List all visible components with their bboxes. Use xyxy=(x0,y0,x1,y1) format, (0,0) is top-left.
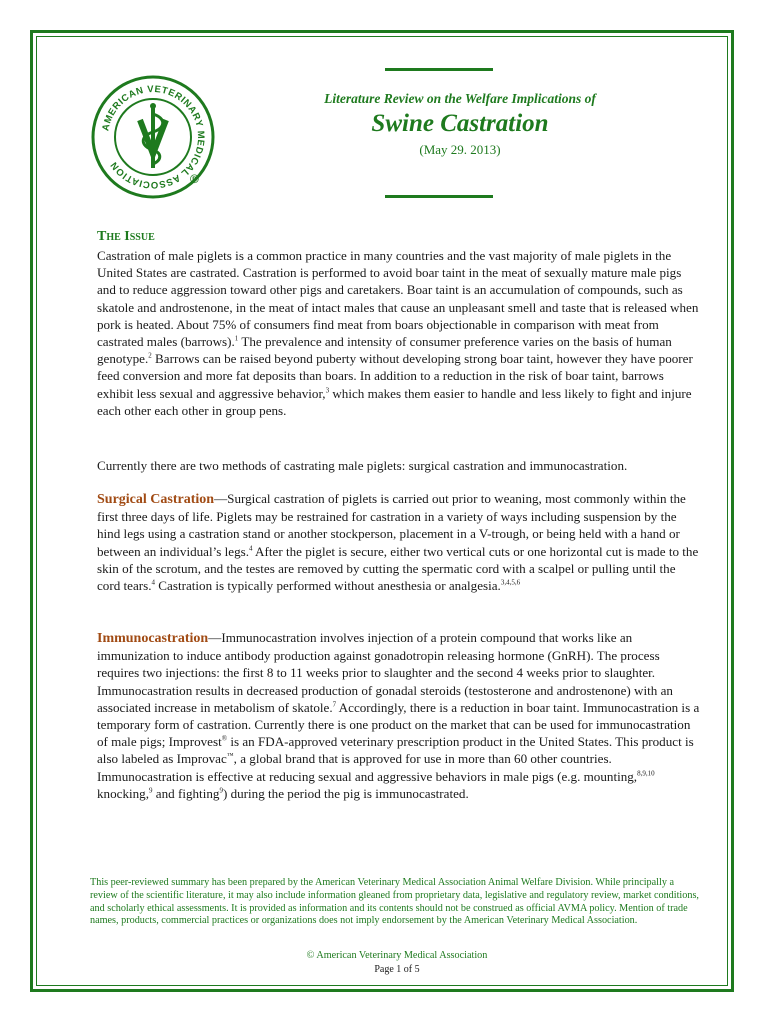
subheading-immunocastration: Immunocastration xyxy=(97,631,209,646)
section-heading-issue: The Issue xyxy=(97,229,155,244)
document-date: (May 29. 2013) xyxy=(419,142,501,157)
document-subtitle: Literature Review on the Welfare Implications of xyxy=(324,91,596,106)
svg-text:AMERICAN VETERINARY MEDICAL AS: AMERICAN VETERINARY MEDICAL ASSOCIATION xyxy=(100,83,207,191)
paragraph-immunocastration: Immunocastration—Immunocastration involves injection of a protein compound that works like an immunization to induce antibody production against gonadotropin releasing hormone (GnRH). The process requires two injections: the first 8 to 11 weeks prior to slaughter and the second 4 weeks prior to slaughter. Immunocastration results in decreased production of gonadal steroids (testosterone and androstenone) with an associated increase in metabolism of skatole.$^7$ Accordingly, there is a reduction in boar taint. Immunocastration is a temporary form of castration. Currently there is one product on the market that can be used for immunocastration of male pigs; Improvest® is an FDA-approved veterinary prescription product in the United States. This product is also labeled as Improvac™, a global brand that is approved for use in more than 60 other countries. Immunocastration is effective at reducing sexual and aggressive behaviors in male pigs (e.g. mounting,$^{8,9,10}$ knocking,$^9$ and fighting$^9$) during the period the pig is immunocastrated. xyxy=(97,630,700,801)
page-number: Page 1 of 5 xyxy=(374,964,420,975)
document-title: Swine Castration xyxy=(371,110,549,137)
paragraph-intro: Castration of male piglets is a common practice in many countries and the vast majority of male piglets in the United States are castrated. Castration is performed to avoid boar taint in the meat of sexually mature male pigs and to reduce aggression toward other pigs and caretakers. Boar taint is an accumulation of compounds, such as skatole and androstenone, in the meat of intact males that cause an unpleasant smell and taste that is released when pork is heated. About 75% of consumers find meat from boars objectionable in comparison with meat from castrated males (barrows).$^1$ The prevalence and intensity of consumer preference varies on the basis of human genotype.$^2$ Barrows can be raised beyond puberty without developing strong boar taint, however they have poorer feed conversion and more fat deposits than boars. In addition to a reduction in the risk of boar taint, barrows exhibit less sexual and aggressive behavior,$^3$ which makes them easier to handle and less likely to fight and injure each other each other in group pens. xyxy=(97,248,699,418)
paragraph-methods: Currently there are two methods of castrating male piglets: surgical castration and immunocastration. xyxy=(97,458,628,473)
registered-mark: ® xyxy=(190,172,199,186)
footer-disclaimer: This peer-reviewed summary has been prepared by the American Veterinary Medical Association Animal Welfare Division. While principally a review of the scientific literature, it may also include information gleaned from proprietary data, legislative and regulatory review, market conditions, and scholarly ethical assessments. It is provided as information and its contents should not be construed as official AVMA policy. Mention of trade names, products, commercial practices or organizations does not imply endorsement by the American Veterinary Medical Association. xyxy=(90,877,699,927)
subheading-surgical-castration: Surgical Castration xyxy=(97,492,215,507)
header-rule-top xyxy=(385,68,493,71)
header-rule-bottom xyxy=(385,195,493,198)
paragraph-surgical-castration: Surgical Castration—Surgical castration of piglets is carried out prior to weaning, most commonly within the first three days of life. Piglets may be restrained for castration in a variety of ways including suspension by the hind legs using a castration stand or another stockperson, placement in a V-trough, or being held with a hand or between an individual’s legs.$^4$ After the piglet is secure, either two vertical cuts or one horizontal cut is made to the skin of the scrotum, and the testes are removed by cutting the spermatic cord with a scalpel or pulling until the cord tears.$^4$ Castration is typically performed without anesthesia or analgesia.$^{3,4,5,6}$ xyxy=(97,491,699,594)
footer-copyright: © American Veterinary Medical Association xyxy=(306,950,488,961)
